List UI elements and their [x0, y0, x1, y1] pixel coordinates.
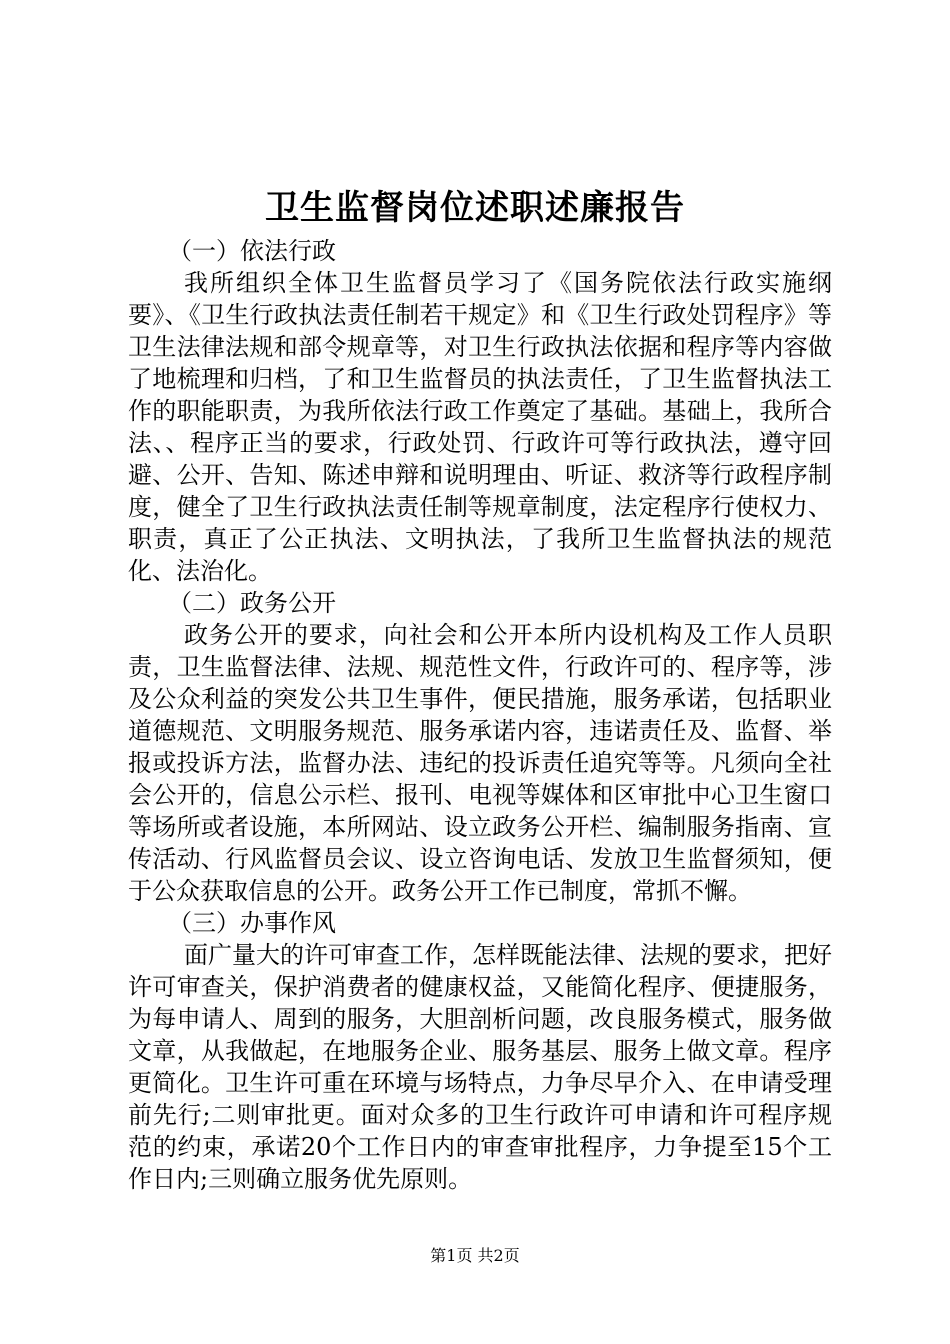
page-number-footer: 第1页 共2页 — [430, 1246, 520, 1265]
section-heading-1: （一）依法行政 — [168, 237, 336, 265]
section-paragraph-3: 面广量大的许可审查工作，怎样既能法律、法规的要求，把好许可审查关，保护消费者的健康权益，又能简化程序、便捷服务，为每申请人、周到的服务，大胆剖析问题，改良服务模式，服务做文章，从我做起，在地服务企业、服务基层、服务上做文章。程序更简化。卫生许可重在环境与场特点，力争尽早介入、在申请受理前先行;二则审批更。面对众多的卫生行政许可申请和许可程序规范的约束，承诺20个工作日内的审查审批程序，力争提至15个工作日内;三则确立服务优先原则。 — [128, 941, 832, 1193]
section-paragraph-2: 政务公开的要求，向社会和公开本所内设机构及工作人员职责，卫生监督法律、法规、规范性文件，行政许可的、程序等，涉及公众利益的突发公共卫生事件，便民措施，服务承诺，包括职业道德规范、文明服务规范、服务承诺内容，违诺责任及、监督、举报或投诉方法，监督办法、违纪的投诉责任追究等等。凡须向全社会公开的，信息公示栏、报刊、电视等媒体和区审批中心卫生窗口等场所或者设施，本所网站、设立政务公开栏、编制服务指南、宣传活动、行风监督员会议、设立咨询电话、发放卫生监督须知，便于公众获取信息的公开。政务公开工作已制度，常抓不懈。 — [128, 621, 832, 905]
document-title: 卫生监督岗位述职述廉报告 — [265, 188, 685, 228]
section-heading-3: （三）办事作风 — [168, 909, 336, 937]
section-heading-2: （二）政务公开 — [168, 589, 336, 617]
section-paragraph-1: 我所组织全体卫生监督员学习了《国务院依法行政实施纲要》、《卫生行政执法责任制若干规定》和《卫生行政处罚程序》等卫生法律法规和部令规章等，对卫生行政执法依据和程序等内容做了地梳理和归档，了和卫生监督员的执法责任，了卫生监督执法工作的职能职责，为我所依法行政工作奠定了基础。基础上，我所合法、、程序正当的要求，行政处罚、行政许可等行政执法，遵守回避、公开、告知、陈述申辩和说明理由、听证、救济等行政程序制度，健全了卫生行政执法责任制等规章制度，法定程序行使权力、职责，真正了公正执法、文明执法，了我所卫生监督执法的规范化、法治化。 — [128, 269, 832, 585]
document-body — [128, 235, 832, 1195]
